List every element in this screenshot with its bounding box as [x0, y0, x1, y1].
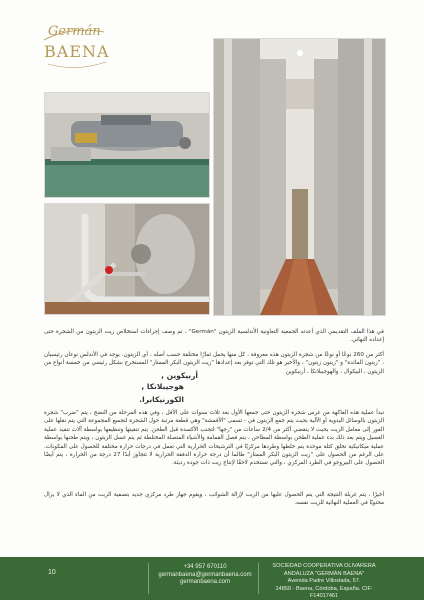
variety-cornicabra: الكورنيكابرا.	[139, 395, 184, 404]
company-name: SOCIEDAD COOPERATIVA OLIVARERA ANDALUZA "GERMÁN BAENA"	[272, 563, 376, 577]
logo-script-text: Germán	[48, 24, 101, 39]
footer-divider	[258, 563, 259, 594]
contact-block	[155, 564, 255, 587]
variety-arbequina: أربيكوين ,	[161, 371, 198, 380]
footer-divider	[148, 563, 149, 594]
company-city: 14850 - Baena, Córdoba, España. CIF: F14017461	[275, 585, 373, 600]
variety-hojiblanca: هوجيبلانكا ,	[141, 382, 184, 391]
company-block	[262, 563, 386, 600]
german-baena-logo	[40, 20, 112, 78]
storage-tanks-photo	[213, 38, 386, 316]
page-footer	[0, 557, 424, 600]
intro-paragraph: في هذا الملف التقديمي الذي أعدته الجمعية التعاونية الأندلسية الزيتون "Germán" ، تم وصف إجراءات استخلاص زيت الزيتون من الشجرة حتى إعداده النهائي.	[44, 329, 384, 344]
company-address: Avenida Padre Villoslada, 57.	[287, 578, 361, 585]
process-paragraph: تبدأ عملية هذه الفاكهة من غرس شجرة الزيتون حتى جمعها الأول بعد ثلاث سنوات على الأقل ، وفي هذه المرحلة من النضج ، يتم "ضرب" شجرة الزيتون بالوسائل اليدوية أو الآلية بحيث يتم جمع الزيتون في - تسمى "الأقمشة" وهي قطعة مرتبة حول الشجرة لتجميع المجموعة التي يتم نقلها على الفور إلى معامل الزيت بحيث لا ينقضي أكثر من 2/4 ساعات من "رجها" لتجنب الأكسدة قبل الطحن. يتم تنقيتها وتنظيفها بواسطة آلات تنفيذ عملية الغسيل ويتم بعد ذلك بدء عملية الطحن بواسطة المطاحن ، يتم فصل القمامة والأشياء المتصلة المختلطة ثم يتم غسل الزيتون ، ويتم طحنها بواسطة عملية ميكانيكية تخلق كتلة موحدة يتم خلطها وطردها مركزيًا في الترشيحات الحرارية التي تعمل في درجات حرارة مختلفة للحصول على المكونات. على الرغم من الحصول على "زيت الزيتون البكر الممتاز" طالما أن درجة حرارة الدفقة الحرارية لا تتجاوز أبدًا 27 درجة من الحرارة ، يتم أيضًا الحصول على البيروجو في الطرد المركزي ، والتي تستخدم لاحقًا لإنتاج زيت ذات جودة رديئة.	[44, 410, 384, 467]
varieties-paragraph: أكثر من 260 نوعًا أو نوعًا من شجرة الزيتون هذه معروفة ، كل منها يحمل ثمارًا مختلفة حسب أصله ، أي الزيتون. يوجد في الأندلس نوعان رئيسيان ، "زيتون المائدة" و "زيتون زيتون" ، والأخير هو تلك التي توفر بعد إعدادها "زيت الزيتون البكر الممتاز" المستخرج بشكل رئيسي من خمسة أنواع من الزيتون ، البيكوال ، والهوجيبلانكا ، أربيكوين	[44, 352, 384, 375]
logo-brand-text: BAENA	[44, 42, 110, 61]
page-number: 10	[48, 569, 56, 576]
olive-oil-centrifuge-photo	[44, 92, 210, 198]
website-link[interactable]: germanbaena.com	[179, 579, 231, 585]
phone-number: +34 957 670110	[183, 564, 227, 570]
final-paragraph: أخيرًا ، يتم غربلة النتيجة التي يتم الحصول عليها من الزيت لإزالة الشوائب ، ويقوم جهاز طرد مركزي جديد بتصفية الزيت من الماء الذي لا يزال محتويًا في العملية النهائية للزيت نفسه.	[44, 492, 384, 507]
email-link[interactable]: germanbaena@germanbaena.com	[158, 571, 252, 578]
stainless-pipes-photo	[44, 203, 210, 315]
